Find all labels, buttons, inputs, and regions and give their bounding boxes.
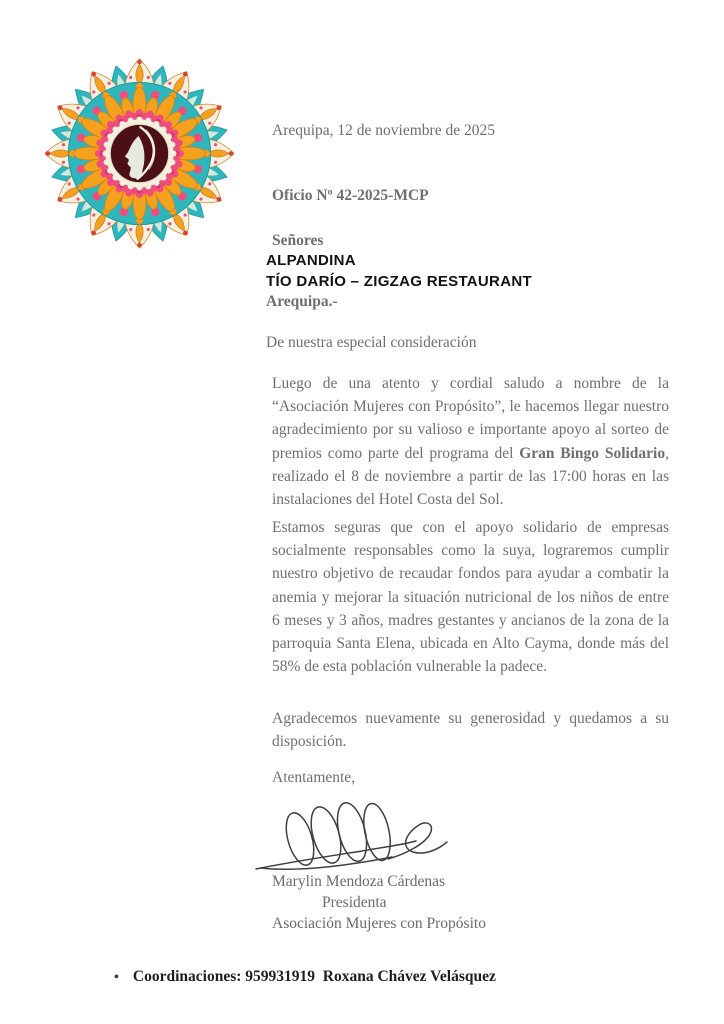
closing-line: Atentamente,: [272, 769, 356, 786]
addressee-block: [266, 231, 532, 313]
addressee-name-2: TÍO DARÍO – ZIGZAG RESTAURANT: [266, 272, 532, 290]
paragraph-1: [272, 372, 669, 511]
date-line: Arequipa, 12 de noviembre de 2025: [272, 122, 495, 139]
footer-text: Coordinaciones: 959931919 Roxana Chávez Velásquez: [132, 968, 496, 985]
mandala-logo: [42, 56, 237, 251]
addressee-city: Arequipa.-: [266, 293, 338, 311]
mandala-logo-graphic: [42, 56, 237, 251]
paragraph-1-pre: Luego de una atento y cordial saludo a nombre de la “Asociación Mujeres con Propósito”, le hacemos llegar nuestro agradecimiento por su valioso e importante apoyo al sorteo de premios como parte del programa del: [272, 375, 669, 462]
addressee-name-1: ALPANDINA: [266, 252, 356, 270]
handwritten-signature: [250, 799, 455, 875]
reference-number: Oficio Nº 42-2025-MCP: [272, 187, 429, 204]
footer-bullet: •: [114, 970, 119, 985]
paragraph-2: Estamos seguras que con el apoyo solidario de empresas socialmente responsables como la suya, lograremos cumplir nuestro objetivo de recaudar fondos para ayudar a combatir la anemia y mejorar la situación nutricional de los niños de entre 6 meses y 3 años, madres gestantes y ancianos de la zona de la parroquia Santa Elena, ubicada en Alto Cayma, donde más del 58% de esta población vulnerable la padece.: [272, 519, 669, 676]
paragraph-1-bold: Gran Bingo Solidario: [519, 444, 666, 462]
signer-organization: Asociación Mujeres con Propósito: [272, 915, 486, 932]
paragraph-1-post: , realizado el 8 de noviembre a partir de las 17:00 horas en las instalaciones del Hotel Costa del Sol.: [272, 444, 669, 509]
signature-graphic: [250, 799, 455, 875]
signer-name: Marylin Mendoza Cárdenas: [272, 873, 446, 890]
signer-title: Presidenta: [322, 894, 387, 911]
footer-coordination-line: [114, 968, 496, 988]
paragraph-3: Agradecemos nuevamente su generosidad y quedamos a su disposición.: [272, 710, 669, 751]
addressee-salutation: Señores: [272, 232, 324, 249]
greeting-line: De nuestra especial consideración: [266, 334, 477, 351]
